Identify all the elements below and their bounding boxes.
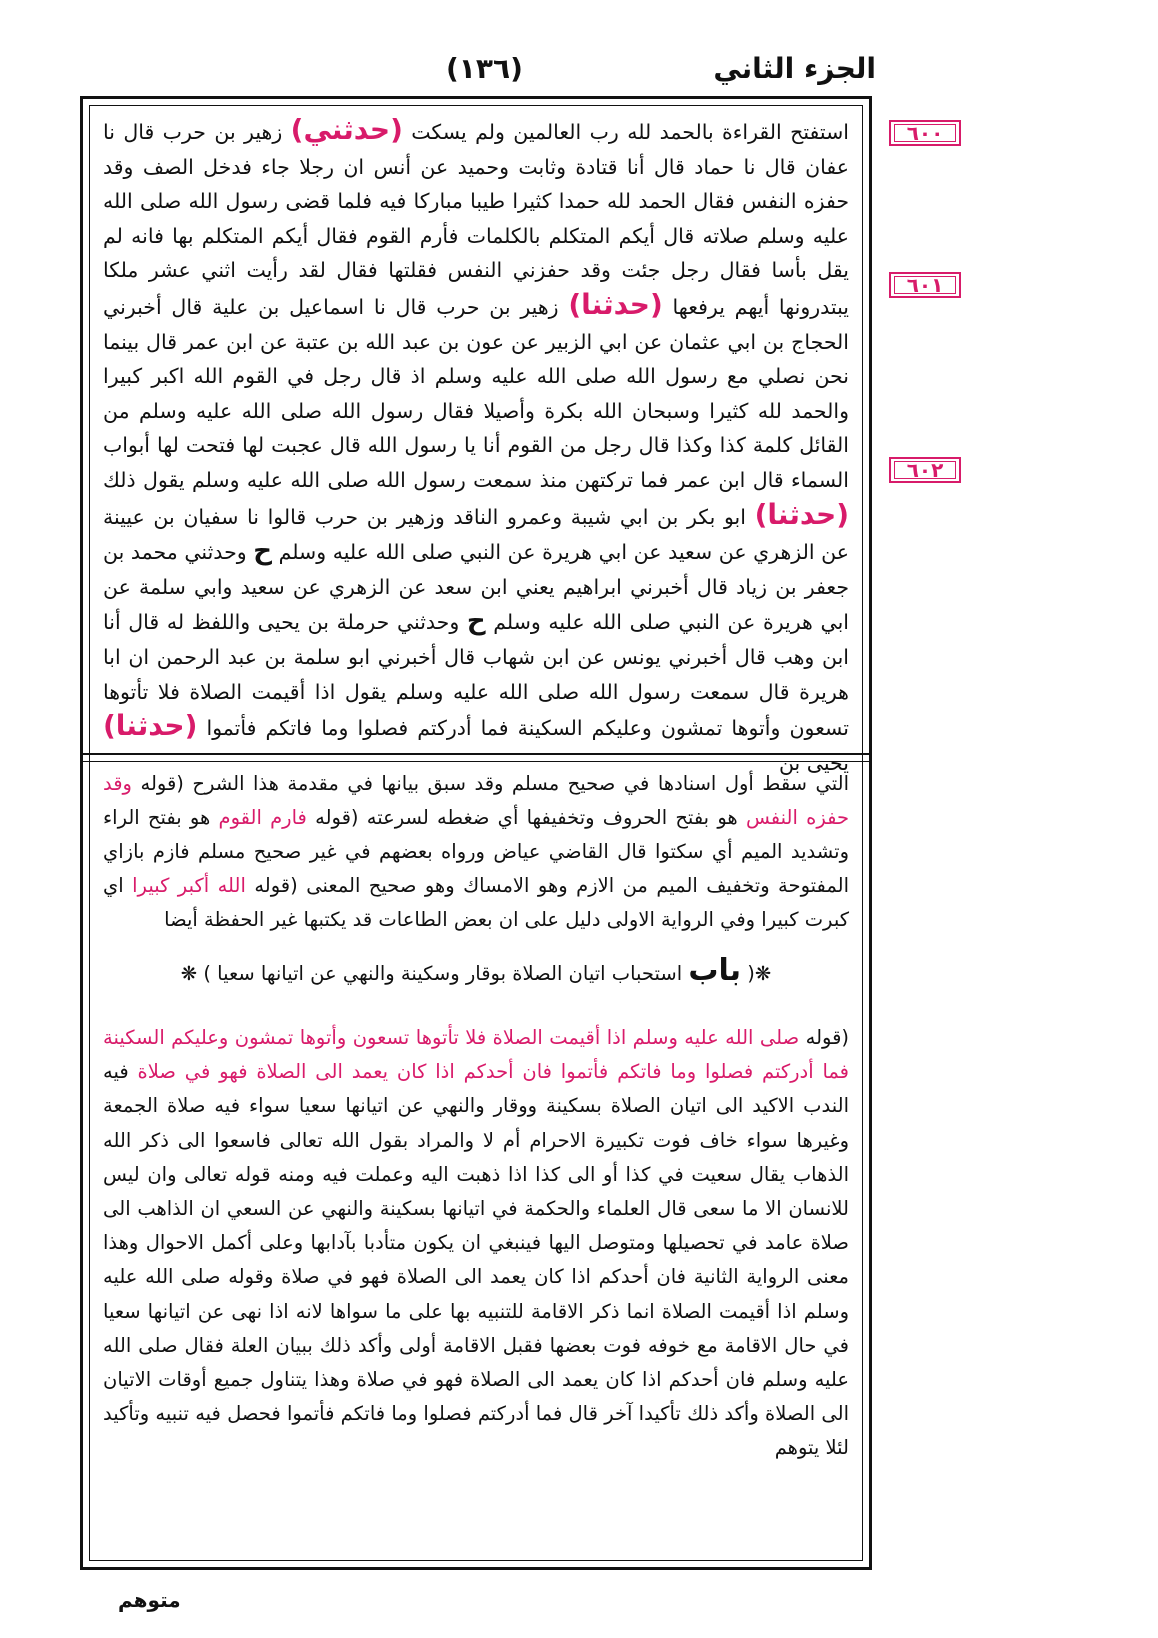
hadith-text: زهير بن حرب قال نا اسماعيل بن علية قال أخبرني الحجاج بن ابي عثمان عن ابي الزبير عن عون بن عبد الله بن عتبة عن ابن عمر قال بينما نحن نصلي مع رسول الله صلى الله عليه وسلم اذ قال رجل في القوم الله اكبر كبيرا والحمد لله كثيرا وسبحان الله بكرة وأصيلا فقال رسول الله صلى الله عليه وسلم من القائل كلمة كذا وكذا قال رجل من القوم أنا يا رسول الله قال عجبت لها فتحت لها أبواب السماء قال ابن عمر فما تركتهن منذ سمعت رسول الله صلى الله عليه وسلم يقول ذلك [103,294,849,492]
haddathana-marker: (حدثنا) [568,287,663,321]
commentary-text: هو بفتح الحروف وتخفيفها أي ضغطه لسرعته [366,806,738,829]
ornament-left: ❋( [747,962,772,985]
chapter-heading [103,951,849,991]
qawluhu-label: (قوله [805,1026,850,1049]
haddathana-marker: (حدثنا) [754,497,849,531]
qawluhu-label: (قوله [315,806,359,829]
qawluhu-label: (قوله [254,874,298,897]
hadith-text: استفتح القراءة بالحمد لله رب العالمين ولم يسكت [411,120,849,144]
hadith-text: يحيى بن [778,750,849,775]
commentary-text: هو بفتح الراء وتشديد الميم أي سكتوا قال القاضي عياض ورواه بعضهم في غير صحيح مسلم فازم بازاي المفتوحة وتخفيف الميم من الازم وهو الامساك وهو صحيح المعنى [103,806,850,897]
page-frame [80,96,872,1570]
part-title: الجزء الثاني [713,52,876,85]
bab-word: باب [688,953,742,988]
hadith-text: وحدثني محمد بن جعفر بن زياد قال أخبرني ابراهيم يعني ابن سعد عن الزهري عن سعيد وابي سلمة عن ابي هريرة عن النبي صلى الله عليه وسلم [103,540,849,635]
hadith-text: وحدثني حرملة بن يحيى واللفظ له قال أنا ابن وهب قال أخبرني يونس عن ابن شهاب قال أخبرني ابو سلمة بن عبد الرحمن ان ابا هريرة قال سمعت رسول الله صلى الله عليه وسلم يقول اذا أقيمت الصلاة فلا تأتوها تسعون وأتوها تمشون وعليكم السكينة فما أدركتم فصلوا وما فاتكم فأتموا [103,610,849,741]
hadith-number-600: ٦٠٠ [889,120,961,146]
quoted-lemma: وقد حفزه النفس [103,772,850,829]
hadith-number-602: ٦٠٢ [889,457,961,483]
hadith-number-601: ٦٠١ [889,272,961,298]
page-number: (١٣٦) [446,52,523,85]
quoted-lemma: صلى الله عليه وسلم اذا أقيمت الصلاة فلا تأتوها تسعون وأتوها تمشون وعليكم السكينة فما أدركتم فصلوا وما فاتكم فأتموا فان أحدكم اذا كان يعمد الى الصلاة فهو في صلاة [103,1026,849,1084]
commentary-block-2 [103,1021,849,1541]
quoted-lemma: فارم القوم [218,806,307,829]
hadith-text-block [103,113,849,775]
hadith-text: ابو بكر بن ابي شيبة وعمرو الناقد وزهير بن حرب قالوا نا سفيان بن عيينة عن الزهري عن سعيد عن ابي هريرة عن النبي صلى الله عليه وسلم [103,504,849,565]
commentary-text: اي كبرت كبيرا وفي الرواية الاولى دليل على ان بعض الطاعات قد يكتبها غير الحفظة أيضا [103,874,849,931]
hadith-text: زهير بن حرب قال نا عفان قال نا حماد قال أنا قتادة وثابت وحميد عن أنس ان رجلا جاء فدخل الصف وقد حفزه النفس فقال الحمد لله حمدا كثيرا طيبا مباركا فيه فلما قضى رسول الله صلى الله عليه وسلم صلاته قال أيكم المتكلم بالكلمات فأرم القوم فقال أيكم المتكلم بها فانه لم يقل بأسا فقال رجل جئت وقد حفزني النفس فقلتها فقال لقد رأيت اثني عشر ملكا يبتدرونها أيهم يرفعها [103,120,849,319]
commentary-text: التي سقط أول اسنادها في صحيح مسلم وقد سبق بيانها في مقدمة هذا الشرح [192,772,850,795]
qawluhu-label: (قوله [140,772,184,795]
commentary-text: فيه الندب الاكيد الى اتيان الصلاة بسكينة ووقار والنهي عن اتيانها سعيا سواء فيه صلاة الجمعة وغيرها سواء خاف فوت تكبيرة الاحرام أم لا والمراد بقول الله تعالى فاسعوا الى ذكر الله الذهاب يقال سعيت في كذا أو الى كذا اذا ذهبت اليه وعملت فيه ومنه قوله تعالى وان ليس للانسان الا ما سعى قال العلماء والحكمة في اتيانها بسكينة والنهي عن السعي ان الذاهب الى صلاة عامد في تحصيلها ومتوصل اليها فينبغي ان يكون متأدبا بآدابها وعلى أكمل الاحوال وهذا معنى الرواية الثانية فان أحدكم اذا كان يعمد الى الصلاة فهو في صلاة وقوله صلى الله عليه وسلم اذا أقيمت الصلاة انما ذكر الاقامة للتنبيه بها على ما سواها لانه اذا نهى عن اتيانها سعيا في حال الاقامة مع خوفه فوت بعضها فقبل الاقامة أولى وأكد ذلك ببيان العلة فقال صلى الله عليه وسلم فان أحدكم اذا كان يعمد الى الصلاة فهو في صلاة وهذا يتناول جميع أوقات الاتيان الى الصلاة وأكد ذلك تأكيدا آخر قال فما أدركتم فصلوا وما فاتكم فأتموا فحصل فيه تنبيه وتأكيد لئلا يتوهم [103,1060,849,1460]
section-divider [83,753,869,762]
catchword: متوهم [118,1588,181,1612]
ornament-right: ) ❋ [180,962,211,985]
tahwil-marker: ح [253,536,272,567]
haddathani-marker: (حدثني) [290,113,403,146]
chapter-title: استحباب اتيان الصلاة بوقار وسكينة والنهي عن اتيانها سعيا [217,962,683,985]
tahwil-marker: ح [466,606,486,637]
quoted-lemma: الله أكبر كبيرا [132,874,246,897]
commentary-block-1 [103,767,849,937]
page-header [86,48,876,88]
haddathana-marker: (حدثنا) [103,709,198,743]
